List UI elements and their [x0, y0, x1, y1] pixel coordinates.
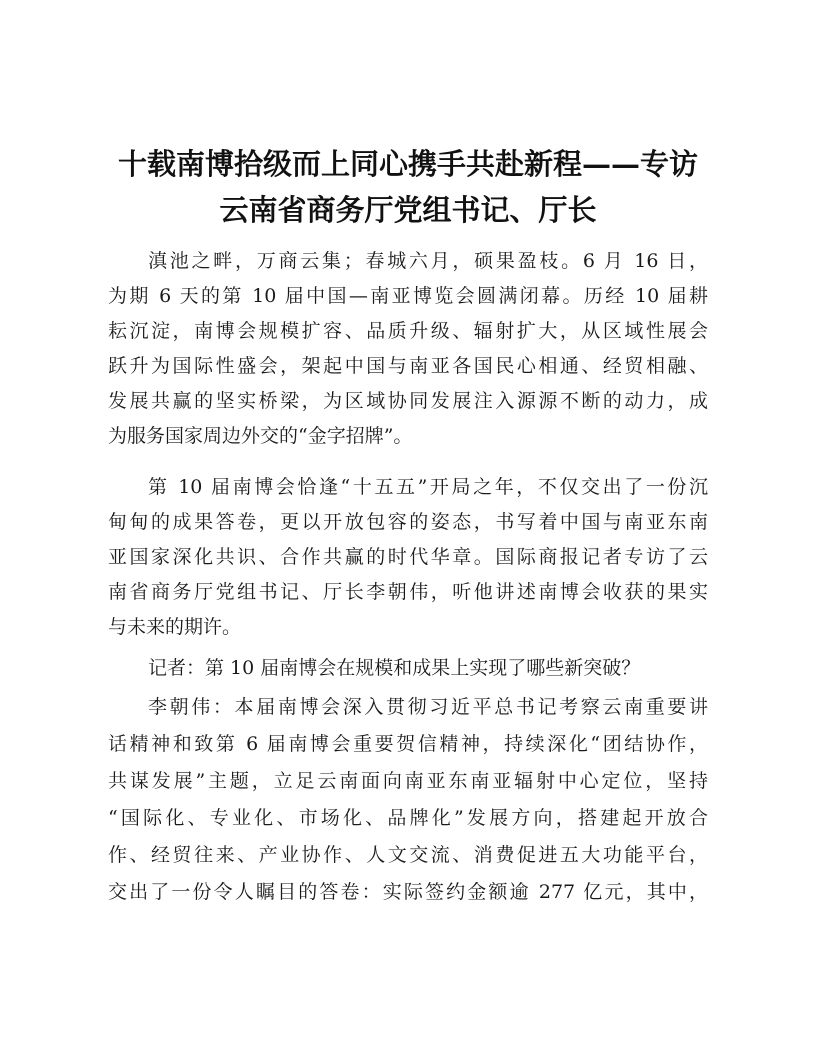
- paragraph-line: 第 10 届南博会恰逢“十五五”开局之年，不仅交出了一份沉: [148, 476, 708, 498]
- paragraph-line: 南省商务厅党组书记、厅长李朝伟，听他讲述南博会收获的果实: [108, 581, 708, 603]
- paragraph-line: 亚国家深化共识、合作共赢的时代华章。国际商报记者专访了云: [108, 546, 708, 568]
- paragraph-line: 耘沉淀，南博会规模扩容、品质升级、辐射扩大，从区域性展会: [108, 320, 708, 342]
- paragraph-line: 话精神和致第 6 届南博会重要贺信精神，持续深化“团结协作，: [108, 733, 708, 755]
- paragraph-line: 为服务国家周边外交的“金字招牌”。: [108, 425, 413, 447]
- article-title-line-1: 十载南博拾级而上同心携手共赴新程——专访: [117, 147, 698, 181]
- article-title-line-2: 云南省商务厅党组书记、厅长: [219, 193, 597, 227]
- question-line: 记者：第 10 届南博会在规模和成果上实现了哪些新突破？: [148, 657, 641, 679]
- paragraph-line: “国际化、专业化、市场化、品牌化”发展方向，搭建起开放合: [108, 807, 708, 829]
- paragraph-line: 作、经贸往来、产业协作、人文交流、消费促进五大功能平台，: [108, 844, 708, 866]
- paragraph-line: 李朝伟：本届南博会深入贯彻习近平总书记考察云南重要讲: [148, 696, 708, 718]
- paragraph-line: 为期 6 天的第 10 届中国—南亚博览会圆满闭幕。历经 10 届耕: [108, 285, 708, 307]
- paragraph-line: 交出了一份令人瞩目的答卷：实际签约金额逾 277 亿元，其中，: [108, 881, 708, 903]
- paragraph-line: 发展共赢的坚实桥梁，为区域协同发展注入源源不断的动力，成: [108, 390, 708, 412]
- paragraph-line: 滇池之畔，万商云集；春城六月，硕果盈枝。6 月 16 日，: [148, 250, 708, 272]
- paragraph-line: 跃升为国际性盛会，架起中国与南亚各国民心相通、经贸相融、: [108, 355, 708, 377]
- paragraph-line: 共谋发展”主题，立足云南面向南亚东南亚辐射中心定位，坚持: [108, 770, 708, 792]
- paragraph-line: 甸甸的成果答卷，更以开放包容的姿态，书写着中国与南亚东南: [108, 511, 708, 533]
- paragraph-line: 与未来的期许。: [108, 616, 242, 638]
